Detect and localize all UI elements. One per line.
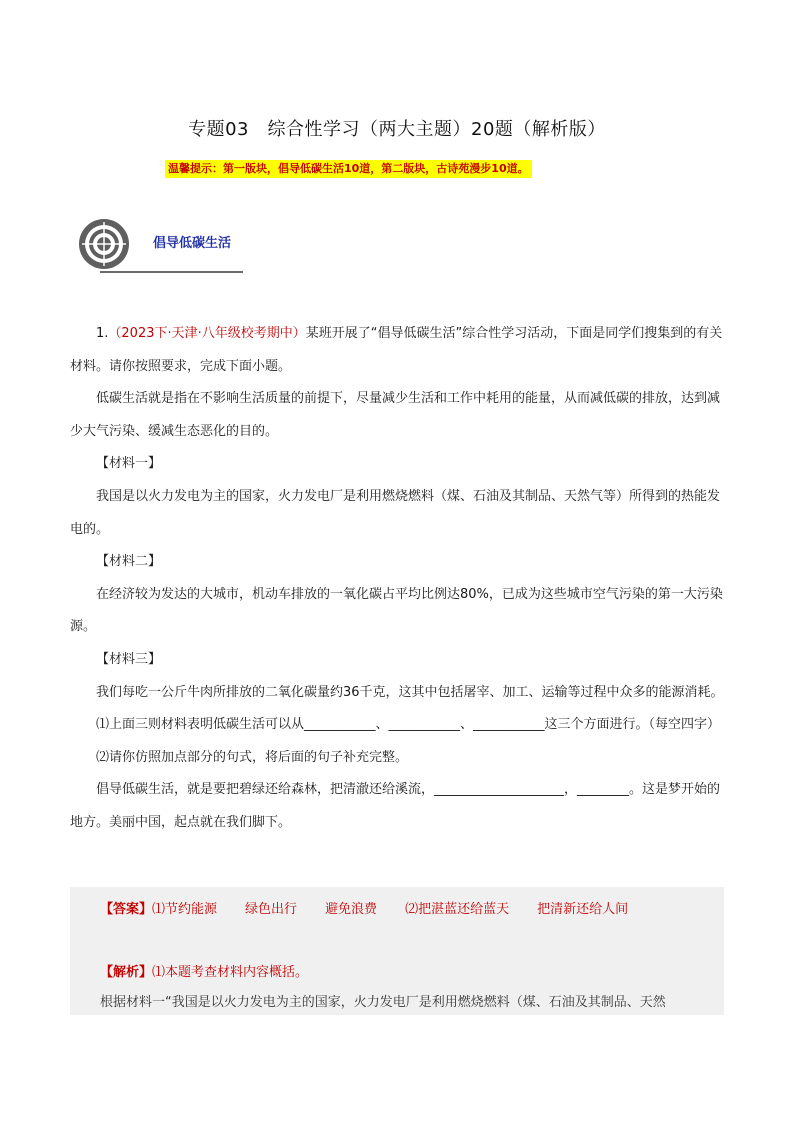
answer-item: 绿色出行 [245, 902, 298, 917]
question-intro: 1.（2023下·天津·八年级校考期中）某班开展了“倡导低碳生活”综合性学习活动，下面是同学们搜集到的有关材料。请你按照要求，完成下面小题。 [70, 326, 723, 374]
answer-item: ⑴节约能源 [152, 902, 218, 917]
material-2-text: 在经济较为发达的大城市，机动车排放的一氧化碳占平均比例达80%，已成为这些城市空气污染的第一大污染源。 [70, 586, 723, 635]
material-3-text: 我们每吃一公斤牛肉所排放的二氧化碳量约36千克，这其中包括屠宰、加工、运输等过程中众多的能源消耗。 [96, 684, 724, 700]
analysis-label: 【解析】 [100, 965, 153, 980]
material-1-title: 【材料一】 [96, 456, 162, 472]
answer-row [100, 898, 628, 917]
analysis-text: ⑴本题考查材料内容概括。 [152, 965, 309, 980]
page-title [0, 115, 794, 141]
answer-item: 把清新还给人间 [537, 902, 629, 917]
material-3-title: 【材料三】 [96, 651, 162, 667]
material-2-title: 【材料二】 [96, 554, 162, 570]
answer-item: 避免浪费 [325, 902, 378, 917]
question-body [70, 318, 725, 840]
target-icon [78, 218, 130, 270]
section-rule [100, 271, 243, 273]
tip-banner: 温馨提示：第一版块，倡导低碳生活10道，第二版块，古诗苑漫步10道。 [165, 160, 532, 178]
title-sub: （解析版） [513, 119, 606, 140]
title-main: 专题03 综合性学习（两大主题）20题 [188, 119, 514, 140]
subquestion-2: ⑵请你仿照加点部分的句式，将后面的句子补充完整。 [96, 749, 409, 765]
answer-label: 【答案】 [100, 902, 153, 917]
paragraph-definition: 低碳生活就是指在不影响生活质量的前提下，尽量减少生活和工作中耗用的能量，从而减低碳的排放，达到减少大气污染、缓减生态恶化的目的。 [70, 391, 721, 439]
section-label: 倡导低碳生活 [153, 236, 232, 251]
section-header [78, 218, 248, 276]
analysis-row [100, 961, 308, 980]
question-source: （2023下·天津·八年级校考期中） [108, 326, 306, 341]
material-1-text: 我国是以火力发电为主的国家，火力发电厂是利用燃烧燃料（煤、石油及其制品、天然气等）所得到的热能发电的。 [70, 488, 721, 537]
answer-box [70, 887, 724, 1015]
analysis-more: 根据材料一“我国是以火力发电为主的国家，火力发电厂是利用燃烧燃料（煤、石油及其制品、天然 [100, 995, 666, 1010]
subquestion-2-sentence: 倡导低碳生活，就是要把碧绿还给森林，把清澈还给溪流，____________________，________。这是梦开始的地方。美丽中国，起点就在我们脚下。 [70, 782, 721, 830]
subquestion-1: ⑴上面三则材料表明低碳生活可以从___________、___________、___________这三个方面进行。（每空四字） [96, 717, 721, 733]
answer-item: ⑵把湛蓝还给蓝天 [405, 902, 510, 917]
